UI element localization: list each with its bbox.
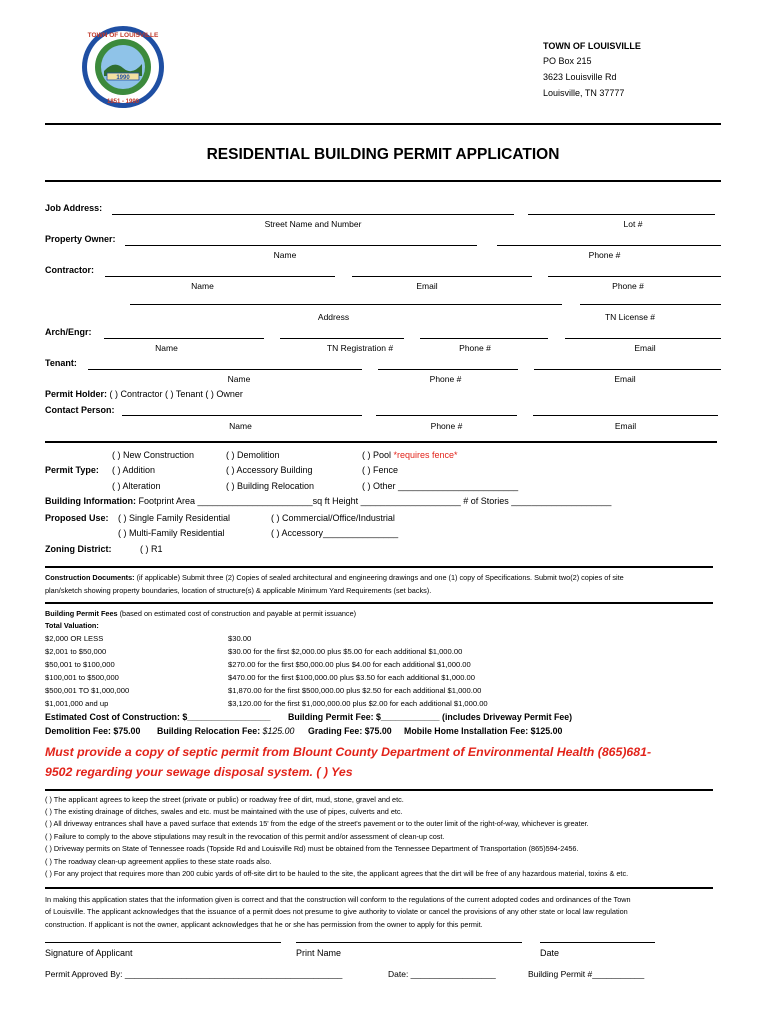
permit-approved-by-field[interactable]: Permit Approved By: ______________________________________________ bbox=[45, 969, 343, 979]
agreement-item[interactable]: ( ) Failure to comply to the above stipulations may result in the revocation of this permit and/or assessment of clean-up cost. bbox=[45, 832, 445, 841]
contractor-address-field[interactable] bbox=[130, 304, 562, 305]
statement-line: In making this application states that the information given is correct and that the construction will conform to the regulations of the current adopted codes and ordinances of the Town bbox=[45, 895, 631, 904]
tenant-phone-caption: Phone # bbox=[429, 374, 462, 384]
svg-text:1851 - 1990: 1851 - 1990 bbox=[106, 99, 140, 105]
agreement-item[interactable]: ( ) Driveway permits on State of Tennessee roads (Topside Rd and Louisville Rd) must be obtained from the Tennessee Department of Transportation (865)594-2456. bbox=[45, 844, 579, 853]
fees-note: (based on estimated cost of construction and payable at permit issuance) bbox=[117, 609, 357, 618]
tenant-email-field[interactable] bbox=[534, 369, 721, 370]
section-rule-1 bbox=[45, 441, 717, 443]
zoning-label: Zoning District: bbox=[45, 544, 112, 554]
other-option[interactable]: ( ) Other ________________________ bbox=[362, 481, 519, 491]
contractor-address-caption: Address bbox=[317, 312, 350, 322]
town-name: TOWN OF LOUISVILLE bbox=[543, 41, 641, 51]
pool-option-label: ( ) Pool bbox=[362, 450, 394, 460]
multi-family-option[interactable]: ( ) Multi-Family Residential bbox=[118, 528, 225, 538]
contact-label: Contact Person: bbox=[45, 405, 115, 415]
proposed-use-label: Proposed Use: bbox=[45, 513, 109, 523]
signature-field[interactable] bbox=[45, 942, 281, 943]
tenant-name-caption: Name bbox=[227, 374, 251, 384]
accessory-building-option[interactable]: ( ) Accessory Building bbox=[226, 465, 313, 475]
owner-name-field[interactable] bbox=[125, 245, 477, 246]
relocation-fee-label: Building Relocation Fee: bbox=[157, 726, 261, 736]
date-caption: Date bbox=[540, 948, 560, 958]
fee-range: $50,001 to $100,000 bbox=[45, 660, 115, 669]
fee-amount: $1,870.00 for the first $500,000.00 plus $2.50 for each additional $1,000.00 bbox=[228, 686, 482, 695]
arch-label: Arch/Engr: bbox=[45, 327, 92, 337]
contractor-phone-field[interactable] bbox=[548, 276, 721, 277]
construction-docs-text: (if applicable) Submit three (2) Copies of sealed architectural and engineering drawings and one (1) copy of Specifications. Submit two(2) copies of site bbox=[134, 573, 624, 582]
arch-name-field[interactable] bbox=[104, 338, 264, 339]
statement-line: of Louisville. The applicant acknowledges that the issuance of a permit does not presume to give authority to violate or cancel the provisions of any other state or local law regulation bbox=[45, 907, 628, 916]
building-permit-number-field[interactable]: Building Permit #___________ bbox=[528, 969, 645, 979]
contractor-email-field[interactable] bbox=[352, 276, 532, 277]
septic-notice-line1: Must provide a copy of septic permit from Blount County Department of Environmental Health (865)681- bbox=[45, 745, 652, 759]
contact-email-caption: Email bbox=[614, 421, 637, 431]
mobile-home-fee: Mobile Home Installation Fee: $125.00 bbox=[404, 726, 563, 736]
fee-amount: $470.00 for the first $100,000.00 plus $3.50 for each additional $1,000.00 bbox=[228, 673, 475, 682]
fee-range: $100,001 to $500,000 bbox=[45, 673, 119, 682]
contractor-license-caption: TN License # bbox=[604, 312, 656, 322]
signature-date-field[interactable] bbox=[540, 942, 655, 943]
fee-amount: $30.00 bbox=[228, 634, 252, 643]
new-construction-option[interactable]: ( ) New Construction bbox=[112, 450, 195, 460]
title-rule bbox=[45, 180, 721, 182]
lot-caption: Lot # bbox=[623, 219, 643, 229]
contractor-phone-caption: Phone # bbox=[612, 281, 644, 291]
header-rule bbox=[45, 123, 721, 125]
estimated-cost-field[interactable]: Estimated Cost of Construction: $_________________ bbox=[45, 712, 271, 722]
zoning-r1-option[interactable]: ( ) R1 bbox=[140, 544, 163, 554]
arch-email-caption: Email bbox=[634, 343, 656, 353]
street-caption: Street Name and Number bbox=[264, 219, 362, 229]
svg-text:TOWN OF LOUISVILLE: TOWN OF LOUISVILLE bbox=[87, 32, 159, 39]
building-relocation-option[interactable]: ( ) Building Relocation bbox=[226, 481, 315, 491]
fee-amount: $3,120.00 for the first $1,000,000.00 plus $2.00 for each additional $1,000.00 bbox=[228, 699, 488, 708]
contractor-name-caption: Name bbox=[191, 281, 214, 291]
septic-notice-line2[interactable]: 9502 regarding your sewage disposal system. ( ) Yes bbox=[45, 765, 353, 779]
job-address-field[interactable] bbox=[112, 214, 514, 215]
contact-name-caption: Name bbox=[229, 421, 252, 431]
commercial-option[interactable]: ( ) Commercial/Office/Industrial bbox=[271, 513, 395, 523]
fee-range: $2,000 OR LESS bbox=[45, 634, 104, 643]
agreement-item[interactable]: ( ) All driveway entrances shall have a paved surface that extends 15' from the edge of the street's pavement or to the outer limit of the right-of-way, whichever is greater. bbox=[45, 819, 589, 828]
town-city: Louisville, TN 37777 bbox=[543, 88, 625, 98]
fee-range: $500,001 TO $1,000,000 bbox=[45, 686, 130, 695]
addition-option[interactable]: ( ) Addition bbox=[112, 465, 156, 475]
contractor-email-caption: Email bbox=[416, 281, 438, 291]
owner-name-caption: Name bbox=[273, 250, 297, 260]
approval-date-field[interactable]: Date: __________________ bbox=[388, 969, 496, 979]
section-rule-4 bbox=[45, 789, 713, 791]
contractor-name-field[interactable] bbox=[105, 276, 335, 277]
tenant-name-field[interactable] bbox=[88, 369, 362, 370]
fee-range: $2,001 to $50,000 bbox=[45, 647, 107, 656]
statement-line: construction. If applicant is not the owner, applicant acknowledges that he or she has permission from the owner to apply for this permit. bbox=[45, 920, 483, 929]
contact-email-field[interactable] bbox=[533, 415, 718, 416]
fence-option[interactable]: ( ) Fence bbox=[362, 465, 399, 475]
demolition-fee: Demolition Fee: $75.00 bbox=[45, 726, 141, 736]
arch-reg-caption: TN Registration # bbox=[326, 343, 394, 353]
contact-phone-field[interactable] bbox=[376, 415, 517, 416]
tenant-email-caption: Email bbox=[614, 374, 636, 384]
agreement-item[interactable]: ( ) For any project that requires more than 200 cubic yards of off-site dirt to be hauled to the site, the applicant agrees that the dirt will be free of any hazardous material, toxins & etc. bbox=[45, 869, 629, 878]
job-address-label: Job Address: bbox=[45, 203, 103, 213]
fees-label: Building Permit Fees bbox=[45, 609, 118, 618]
section-rule-3 bbox=[45, 602, 713, 604]
pool-option[interactable] bbox=[362, 450, 458, 460]
page-title: RESIDENTIAL BUILDING PERMIT APPLICATION bbox=[206, 146, 560, 163]
arch-reg-field[interactable] bbox=[280, 338, 404, 339]
construction-docs-line2: plan/sketch showing property boundaries, location of structure(s) & applicable Minimum Yard Requirements (set backs). bbox=[45, 586, 432, 595]
agreement-item[interactable]: ( ) The applicant agrees to keep the street (private or public) or roadway free of dirt, mud, stone, gravel and etc. bbox=[45, 795, 404, 804]
arch-phone-field[interactable] bbox=[420, 338, 548, 339]
owner-label: Property Owner: bbox=[45, 234, 116, 244]
building-info-fields[interactable]: Footprint Area _______________________sq ft Height ____________________ # of Stories ____________________ bbox=[135, 496, 612, 506]
fee-amount: $30.00 for the first $2,000.00 plus $5.00 for each additional $1,000.00 bbox=[228, 647, 463, 656]
pool-fence-note: *requires fence* bbox=[393, 450, 458, 460]
tenant-label: Tenant: bbox=[45, 358, 77, 368]
signature-caption: Signature of Applicant bbox=[45, 948, 133, 958]
construction-docs-line1 bbox=[45, 573, 624, 582]
permit-type-label: Permit Type: bbox=[45, 465, 99, 475]
permit-holder-options[interactable]: ( ) Contractor ( ) Tenant ( ) Owner bbox=[109, 389, 243, 399]
grading-fee: Grading Fee: $75.00 bbox=[308, 726, 392, 736]
agreement-item[interactable]: ( ) The roadway clean-up agreement applies to these state roads also. bbox=[45, 857, 272, 866]
contact-name-field[interactable] bbox=[122, 415, 362, 416]
owner-phone-caption: Phone # bbox=[588, 250, 621, 260]
arch-name-caption: Name bbox=[155, 343, 178, 353]
print-name-caption: Print Name bbox=[296, 948, 342, 958]
construction-docs-label: Construction Documents: bbox=[45, 573, 135, 582]
town-street: 3623 Louisville Rd bbox=[543, 72, 617, 82]
single-family-option[interactable]: ( ) Single Family Residential bbox=[118, 513, 231, 523]
town-seal-logo bbox=[80, 24, 166, 110]
print-name-field[interactable] bbox=[296, 942, 522, 943]
section-rule-2 bbox=[45, 566, 713, 568]
building-info-label: Building Information: bbox=[45, 496, 136, 506]
relocation-fee bbox=[157, 726, 294, 736]
permit-holder-label: Permit Holder: bbox=[45, 389, 108, 399]
section-rule-5 bbox=[45, 887, 713, 889]
contractor-label: Contractor: bbox=[45, 265, 94, 275]
building-info-row bbox=[45, 496, 611, 506]
agreement-item[interactable]: ( ) The existing drainage of ditches, swales and etc. must be maintained with the use of pipes, culverts and etc. bbox=[45, 807, 403, 816]
lot-field[interactable] bbox=[528, 214, 715, 215]
permit-holder-row bbox=[45, 389, 243, 399]
arch-phone-caption: Phone # bbox=[459, 343, 491, 353]
fee-range: $1,001,000 and up bbox=[45, 699, 109, 708]
alteration-option[interactable]: ( ) Alteration bbox=[112, 481, 161, 491]
contractor-license-field[interactable] bbox=[580, 304, 721, 305]
relocation-fee-value: $125.00 bbox=[260, 726, 295, 736]
fee-amount: $270.00 for the first $50,000.00 plus $4.00 for each additional $1,000.00 bbox=[228, 660, 471, 669]
owner-phone-field[interactable] bbox=[497, 245, 721, 246]
fees-heading bbox=[45, 609, 356, 618]
town-po-box: PO Box 215 bbox=[543, 56, 592, 66]
tenant-phone-field[interactable] bbox=[378, 369, 518, 370]
arch-email-field[interactable] bbox=[565, 338, 721, 339]
svg-text:1990: 1990 bbox=[116, 75, 130, 81]
contact-phone-caption: Phone # bbox=[430, 421, 463, 431]
demolition-option[interactable]: ( ) Demolition bbox=[226, 450, 280, 460]
accessory-option[interactable]: ( ) Accessory_______________ bbox=[271, 528, 399, 538]
total-valuation-label: Total Valuation: bbox=[45, 621, 99, 630]
building-permit-fee-field[interactable]: Building Permit Fee: $____________ (includes Driveway Permit Fee) bbox=[288, 712, 573, 722]
